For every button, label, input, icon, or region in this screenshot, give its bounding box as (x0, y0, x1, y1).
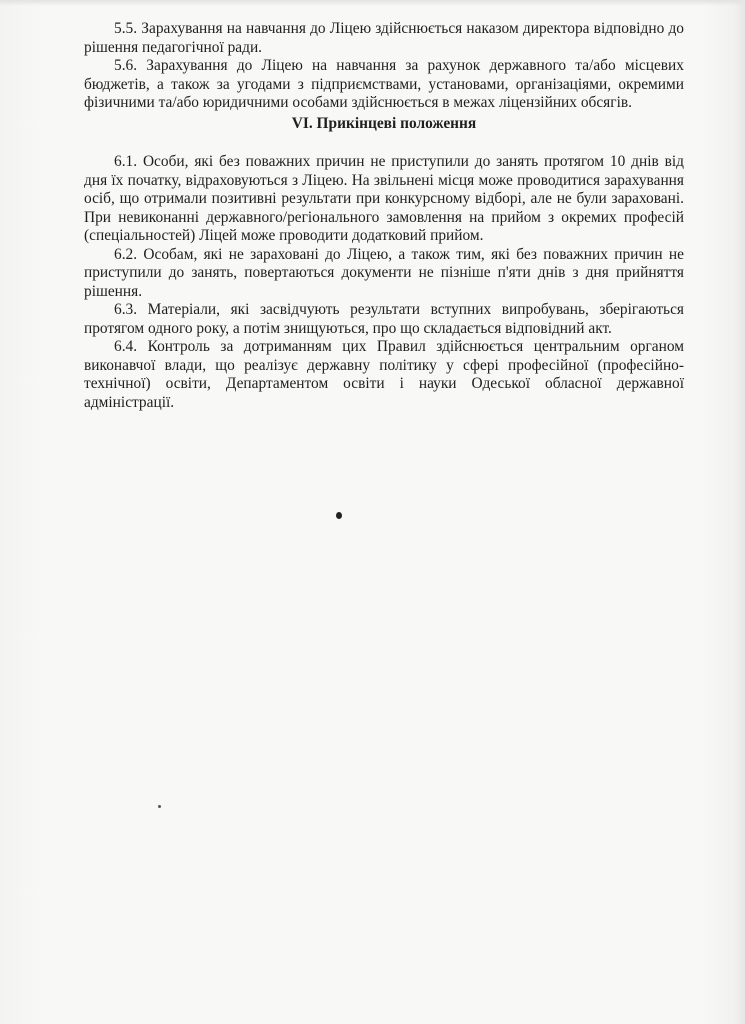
paragraph-5-5: 5.5. Зарахування на навчання до Ліцею здійснюється наказом директора відповідно до рішення педагогічної ради. (84, 20, 684, 56)
paragraph-6-4: 6.4. Контроль за дотриманням цих Правил здійснюється центральним органом виконавчої влади, що реалізує державну політику у сфері професійної (професійно-технічної) освіти, Департаментом освіти і науки Одеської обласної державної адміністрації. (84, 338, 684, 411)
paragraph-6-3: 6.3. Матеріали, які засвідчують результати вступних випробувань, зберігаються протягом одного року, а потім знищуються, про що складається відповідний акт. (84, 301, 684, 337)
section-heading-vi: VI. Прикінцеві положення (291, 114, 477, 132)
scan-right-edge (735, 0, 745, 1024)
scan-top-edge (0, 0, 745, 6)
ink-speck (158, 805, 161, 808)
document-body (84, 20, 684, 412)
paragraph-5-6: 5.6. Зарахування до Ліцею на навчання за рахунок державного та/або місцевих бюджетів, а також за угодами з підприємствами, установами, організаціями, окремими фізичними та/або юридичними особами здійснюється в межах ліцензійних обсягів. (84, 57, 684, 111)
ink-dot (336, 512, 342, 519)
paragraph-6-2: 6.2. Особам, які не зараховані до Ліцею, а також тим, які без поважних причин не приступили до занять, повертаються документи не пізніше п'яти днів з дня прийняття рішення. (84, 245, 684, 300)
paragraph-6-1: 6.1. Особи, які без поважних причин не приступили до занять протягом 10 днів від дня їх початку, відраховуються з Ліцею. На звільнені місця може проводитися зарахування осіб, що отримали позитивні результати при конкурсному відборі, але не були зараховані. При невиконанні державного/регіонального замовлення на прийом з окремих професій (спеціальностей) Ліцей може проводити додатковий прийом. (84, 153, 684, 244)
